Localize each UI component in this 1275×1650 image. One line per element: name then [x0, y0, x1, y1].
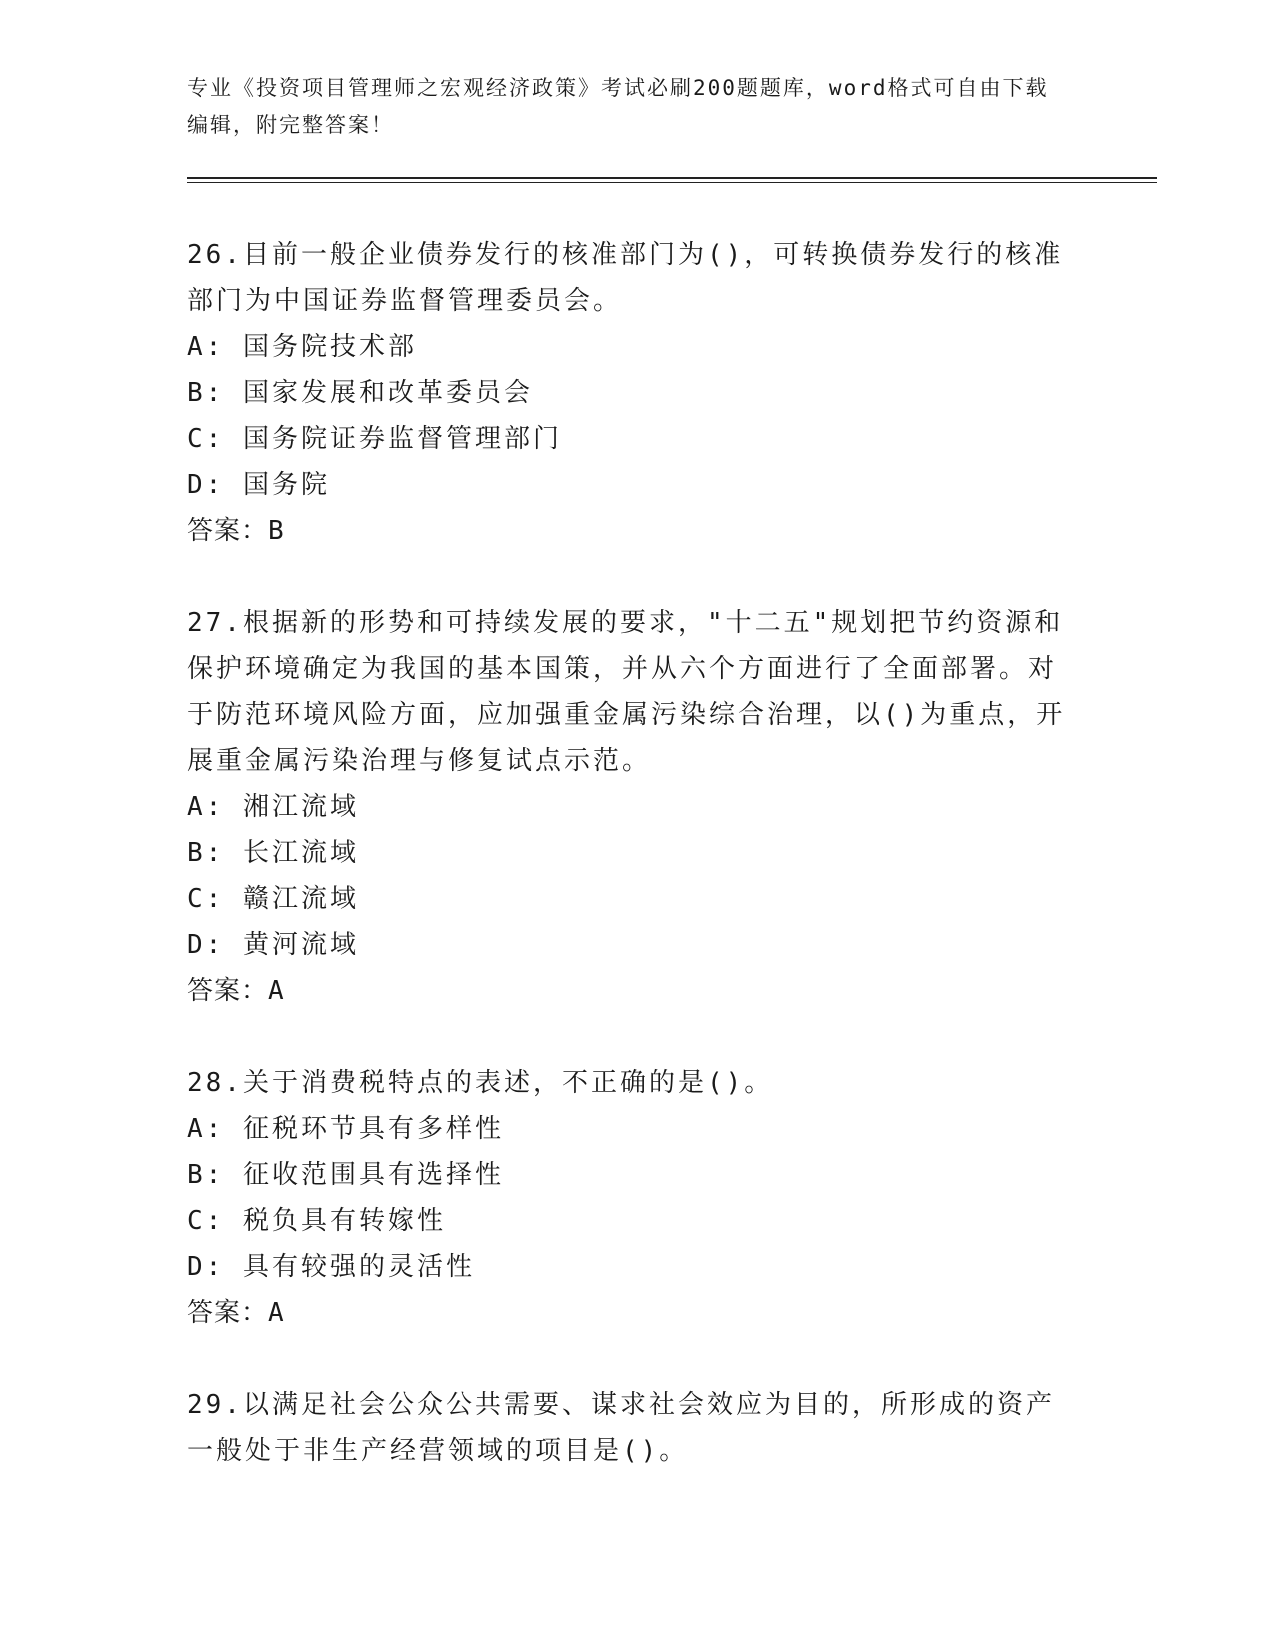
- answer-label: 答案：: [187, 516, 269, 546]
- question-text: 28.关于消费税特点的表述，不正确的是()。: [187, 1068, 774, 1098]
- answer-line: [187, 508, 1087, 554]
- option-c: C: 税负具有转嫁性: [187, 1206, 446, 1236]
- answer-value: B: [268, 516, 285, 546]
- answer-label: 答案：: [187, 976, 269, 1006]
- answer-line: [187, 1290, 1087, 1336]
- option-c: C: 国务院证券监督管理部门: [187, 424, 562, 454]
- option-d: D: 国务院: [187, 470, 330, 500]
- header-text: 专业《投资项目管理师之宏观经济政策》考试必刷200题题库，word格式可自由下载编辑，附完整答案！: [187, 76, 1049, 137]
- option-b: B: 国家发展和改革委员会: [187, 378, 533, 408]
- option-a: A: 征税环节具有多样性: [187, 1114, 504, 1144]
- question-text: 29.以满足社会公众公共需要、谋求社会效应为目的，所形成的资产一般处于非生产经营领域的项目是()。: [187, 1390, 1055, 1466]
- answer-label: 答案：: [187, 1298, 269, 1328]
- question-26: [187, 232, 1087, 554]
- option-d: D: 具有较强的灵活性: [187, 1252, 475, 1282]
- option-b: B: 征收范围具有选择性: [187, 1160, 504, 1190]
- option-a: A: 国务院技术部: [187, 332, 417, 362]
- question-29: [187, 1382, 1087, 1474]
- option-c: C: 赣江流域: [187, 884, 359, 914]
- divider-line-thin: [187, 182, 1157, 183]
- header-divider: [187, 177, 1157, 183]
- question-27: [187, 600, 1087, 1014]
- question-text: 27.根据新的形势和可持续发展的要求，"十二五"规划把节约资源和保护环境确定为我国的基本国策，并从六个方面进行了全面部署。对于防范环境风险方面，应加强重金属污染综合治理，以()为重点，开展重金属污染治理与修复试点示范。: [187, 608, 1066, 776]
- option-b: B: 长江流域: [187, 838, 359, 868]
- answer-value: A: [268, 1298, 285, 1328]
- question-28: [187, 1060, 1087, 1336]
- option-a: A: 湘江流域: [187, 792, 359, 822]
- question-text: 26.目前一般企业债券发行的核准部门为()，可转换债券发行的核准部门为中国证券监督管理委员会。: [187, 240, 1064, 316]
- answer-line: [187, 968, 1087, 1014]
- question-list: [187, 232, 1087, 1474]
- document-header: [187, 70, 1087, 144]
- option-d: D: 黄河流域: [187, 930, 359, 960]
- answer-value: A: [268, 976, 285, 1006]
